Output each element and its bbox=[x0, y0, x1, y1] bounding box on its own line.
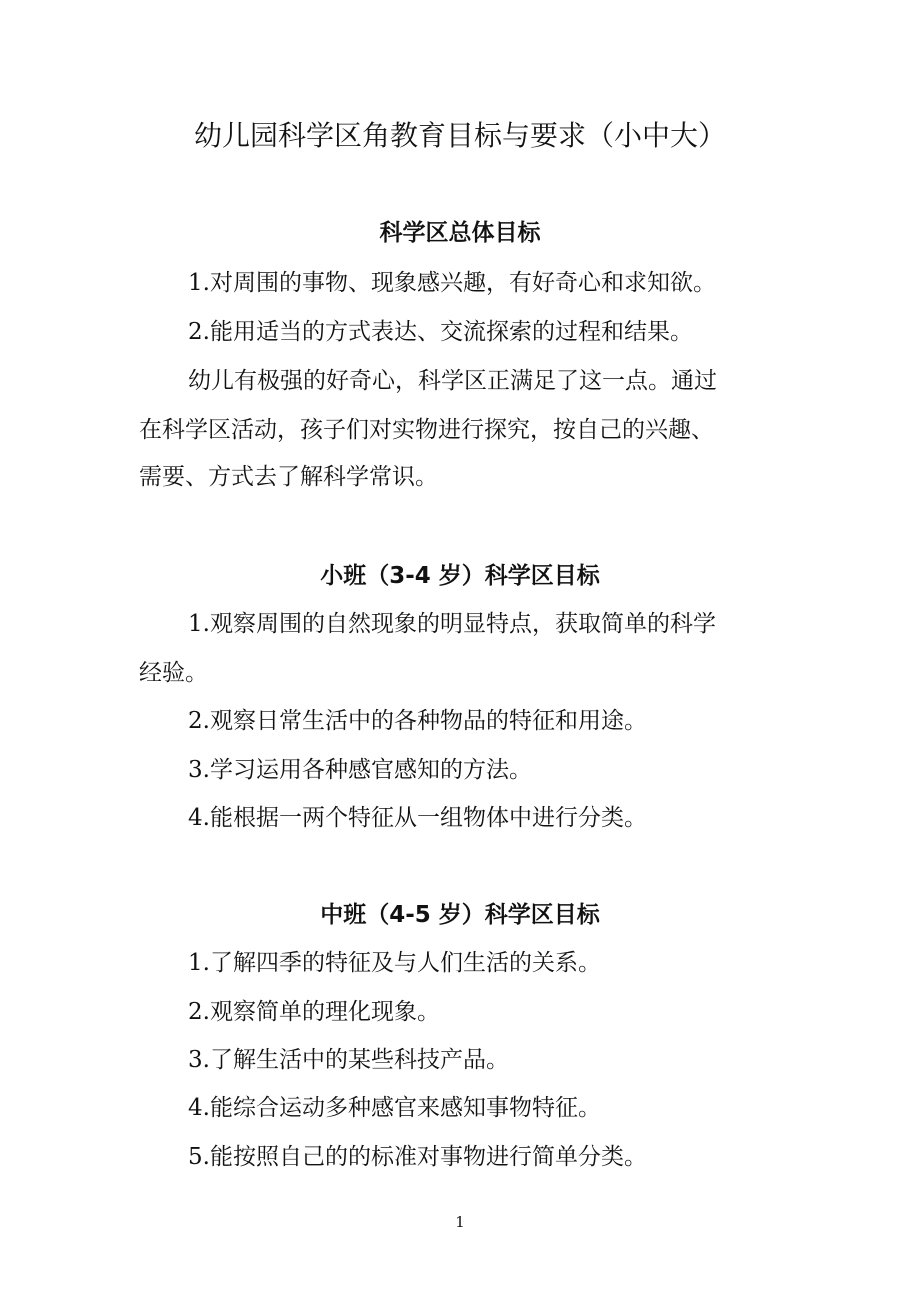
overall-goal-item: 2.能用适当的方式表达、交流探索的过程和结果。 bbox=[188, 319, 693, 345]
section-heading-overall: 科学区总体目标 bbox=[379, 220, 541, 246]
page-number: 1 bbox=[455, 1213, 465, 1231]
overall-goal-item: 1.对周围的事物、现象感兴趣，有好奇心和求知欲。 bbox=[188, 270, 716, 296]
small-class-goal-item-continued: 经验。 bbox=[139, 660, 208, 686]
overall-paragraph-line: 需要、方式去了解科学常识。 bbox=[139, 464, 438, 490]
middle-class-goal-item: 5.能按照自己的的标准对事物进行简单分类。 bbox=[188, 1144, 647, 1170]
small-class-goal-item: 1.观察周围的自然现象的明显特点，获取简单的科学 bbox=[188, 611, 716, 637]
middle-class-goal-item: 3.了解生活中的某些科技产品。 bbox=[188, 1047, 509, 1073]
section-heading-small-class: 小班（3-4 岁）科学区目标 bbox=[320, 563, 600, 589]
small-class-goal-item: 4.能根据一两个特征从一组物体中进行分类。 bbox=[188, 805, 647, 831]
middle-class-goal-item: 1.了解四季的特征及与人们生活的关系。 bbox=[188, 950, 601, 976]
section-heading-middle-class: 中班（4-5 岁）科学区目标 bbox=[320, 902, 600, 928]
middle-class-goal-item: 2.观察简单的理化现象。 bbox=[188, 999, 440, 1025]
document-title: 幼儿园科学区角教育目标与要求（小中大） bbox=[193, 119, 726, 152]
small-class-goal-item: 2.观察日常生活中的各种物品的特征和用途。 bbox=[188, 708, 647, 734]
overall-paragraph-line: 在科学区活动，孩子们对实物进行探究，按自己的兴趣、 bbox=[139, 417, 714, 443]
overall-paragraph-line: 幼儿有极强的好奇心，科学区正满足了这一点。通过 bbox=[188, 368, 717, 394]
middle-class-goal-item: 4.能综合运动多种感官来感知事物特征。 bbox=[188, 1095, 601, 1121]
small-class-goal-item: 3.学习运用各种感官感知的方法。 bbox=[188, 757, 532, 783]
